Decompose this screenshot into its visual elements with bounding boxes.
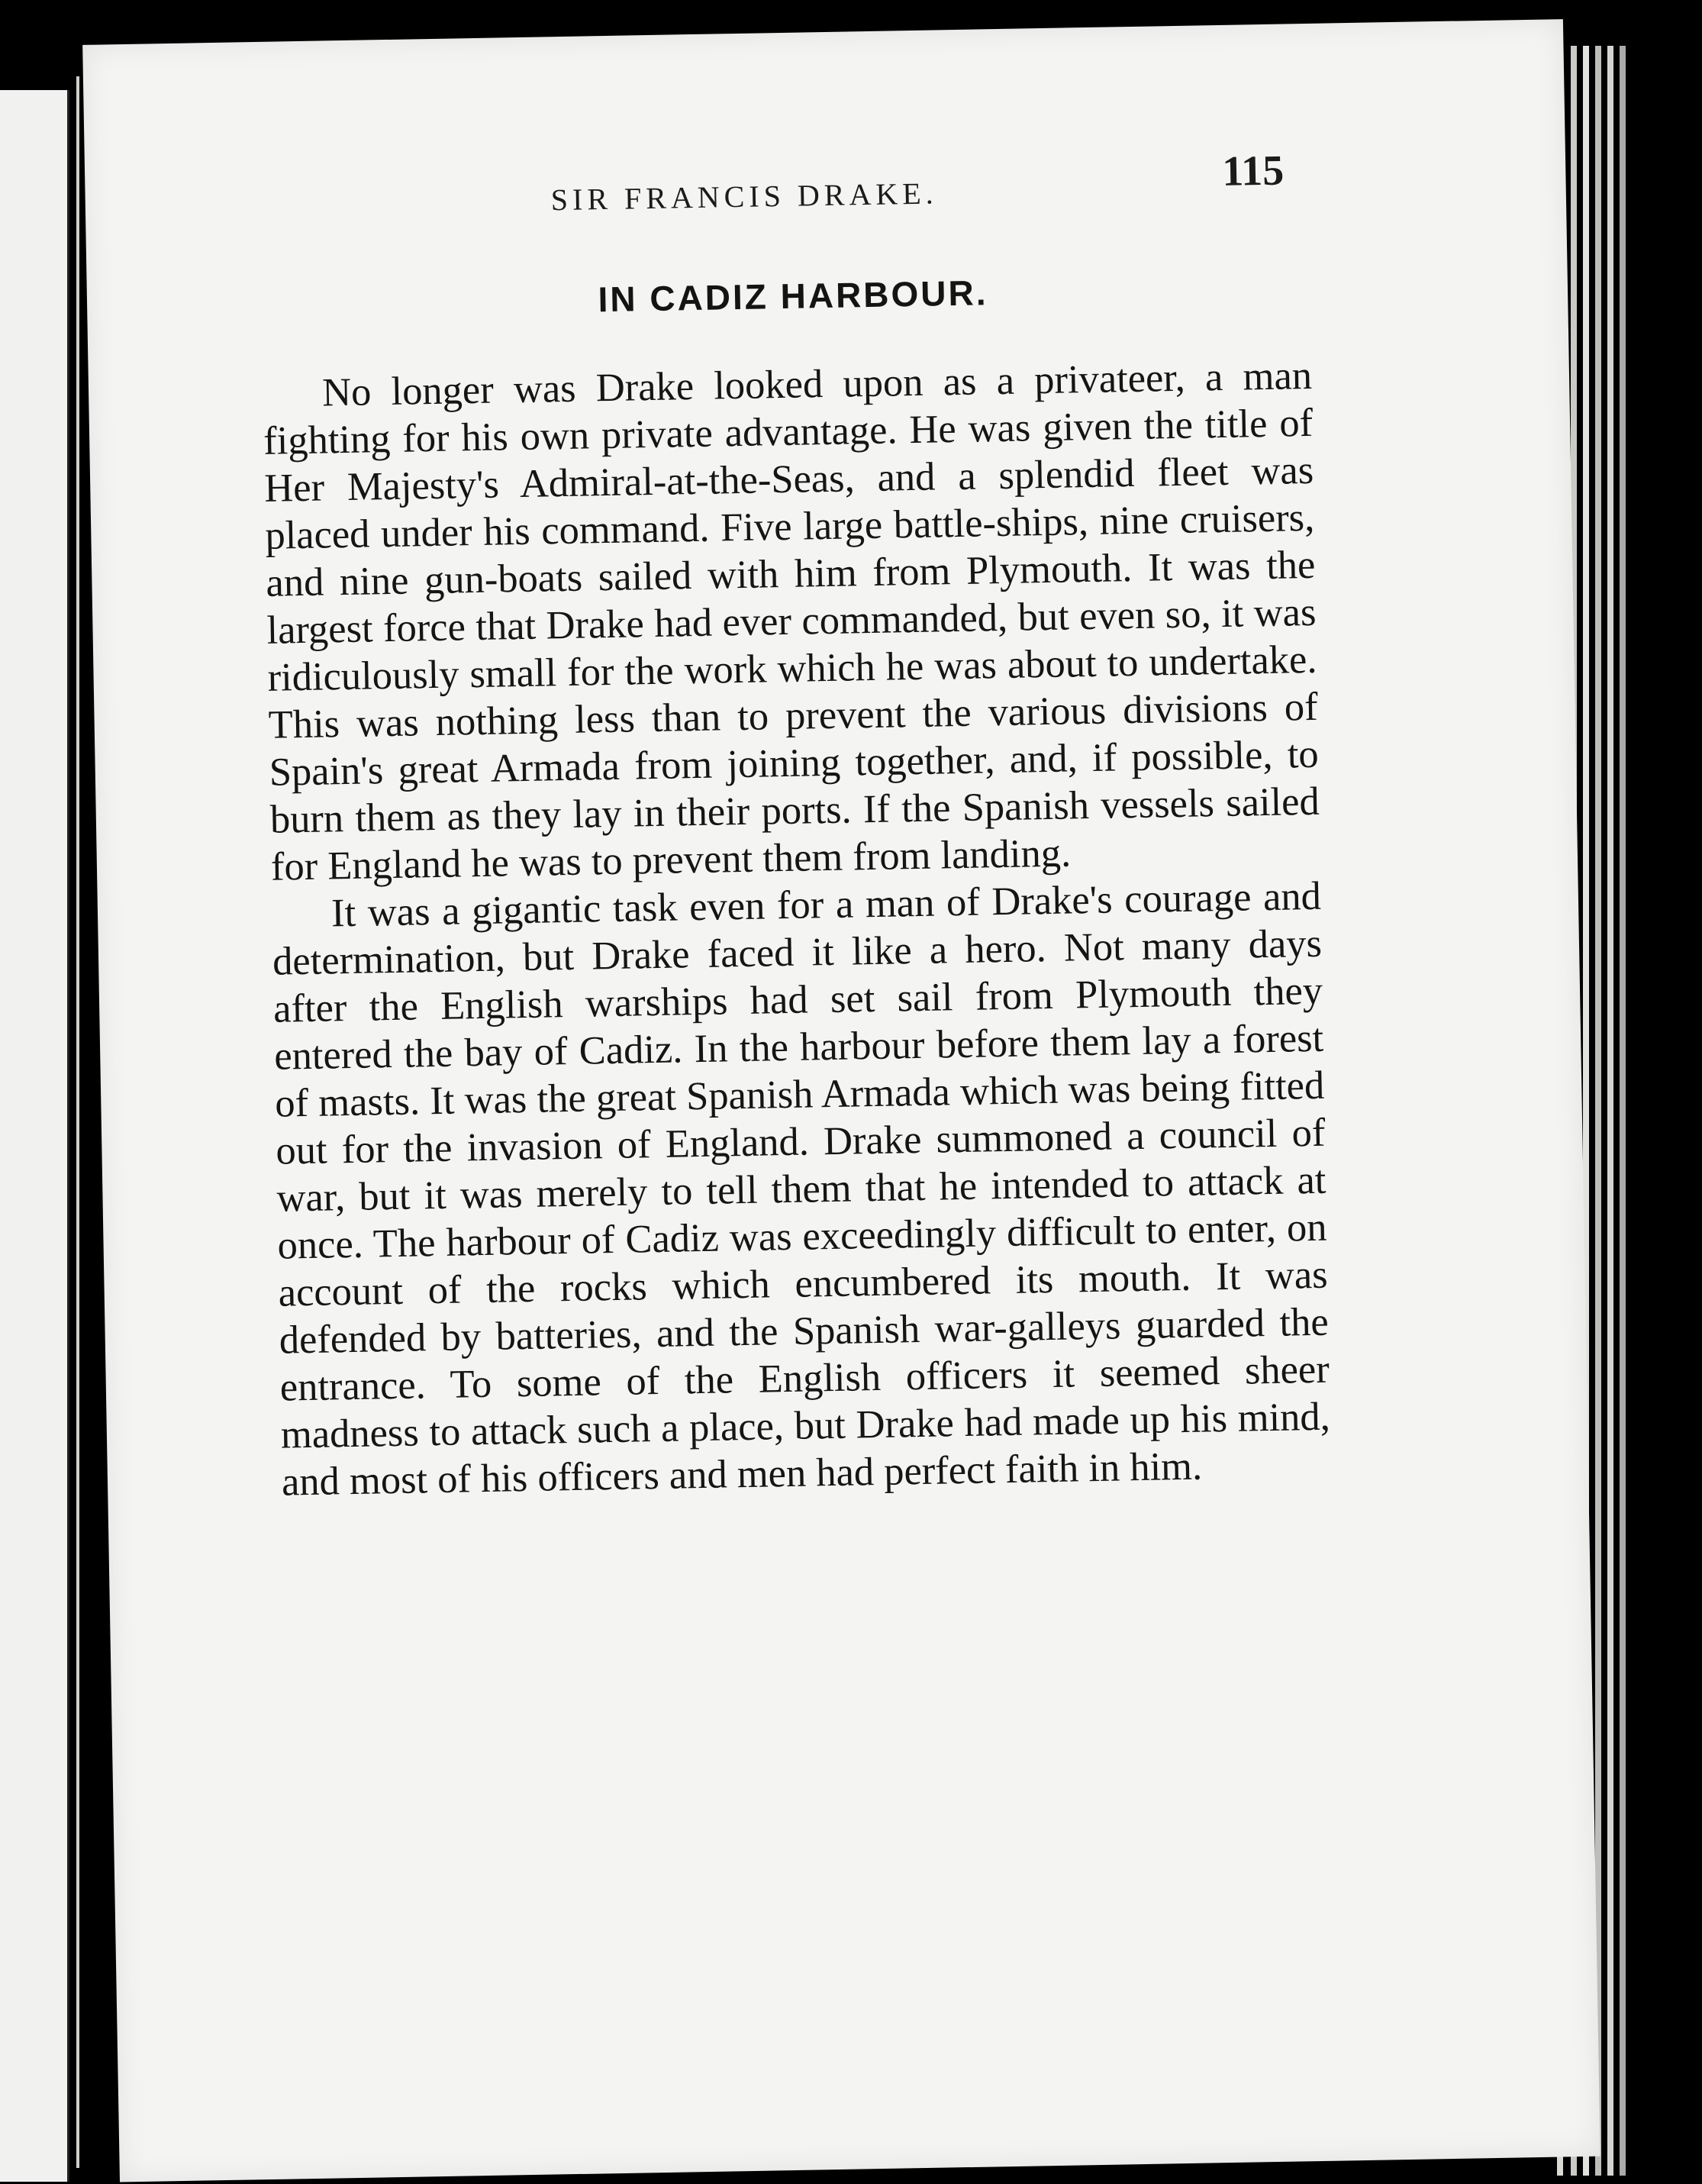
running-title: SIR FRANCIS DRAKE. <box>550 176 939 218</box>
book-page <box>82 19 1600 2182</box>
section-heading: IN CADIZ HARBOUR. <box>598 273 988 320</box>
paragraph: No longer was Drake looked upon as a privateer, a man fighting for his own private advantage. He was given the title of Her Majesty's Admiral-at-the-Seas, and a splendid fleet was placed under his command. Five large battle-ships, nine cruisers, and nine gun-boats sailed with him from Plymouth. It was the largest force that Drake had ever commanded, but even so, it was ridiculously small for the work which he was about to undertake. This was nothing less than to prevent the various divisions of Spain's great Armada from joining together, and, if possible, to burn them as they lay in their ports. If the Spanish vessels sailed for England he was to prevent them from landing. <box>263 353 1320 889</box>
page-edge-stack <box>1607 46 1613 2176</box>
body-text <box>263 352 1332 1506</box>
paragraph: It was a gigantic task even for a man of Drake's courage and determination, but Drake faced it like a hero. Not many days after the English warships had set sail from Plymouth they entered the bay of Cadiz. In the harbour before them lay a forest of masts. It was the great Spanish Armada which was being fitted out for the invasion of England. Drake summoned a council of war, but it was merely to tell them that he intended to attack at once. The harbour of Cadiz was exceedingly difficult to enter, on account of the rocks which encumbered its mouth. It was defended by batteries, and the Spanish war-galleys guarded the entrance. To some of the English officers it seemed sheer madness to attack such a place, but Drake had made up his mind, and most of his officers and men had perfect faith in him. <box>272 873 1331 1505</box>
book-gutter <box>76 76 79 2168</box>
page-edge-stack <box>1595 46 1601 2176</box>
running-header <box>85 134 1565 218</box>
page-edge-stack <box>1620 46 1626 2176</box>
page-number: 115 <box>1221 147 1285 195</box>
left-page-edge <box>0 90 69 2182</box>
